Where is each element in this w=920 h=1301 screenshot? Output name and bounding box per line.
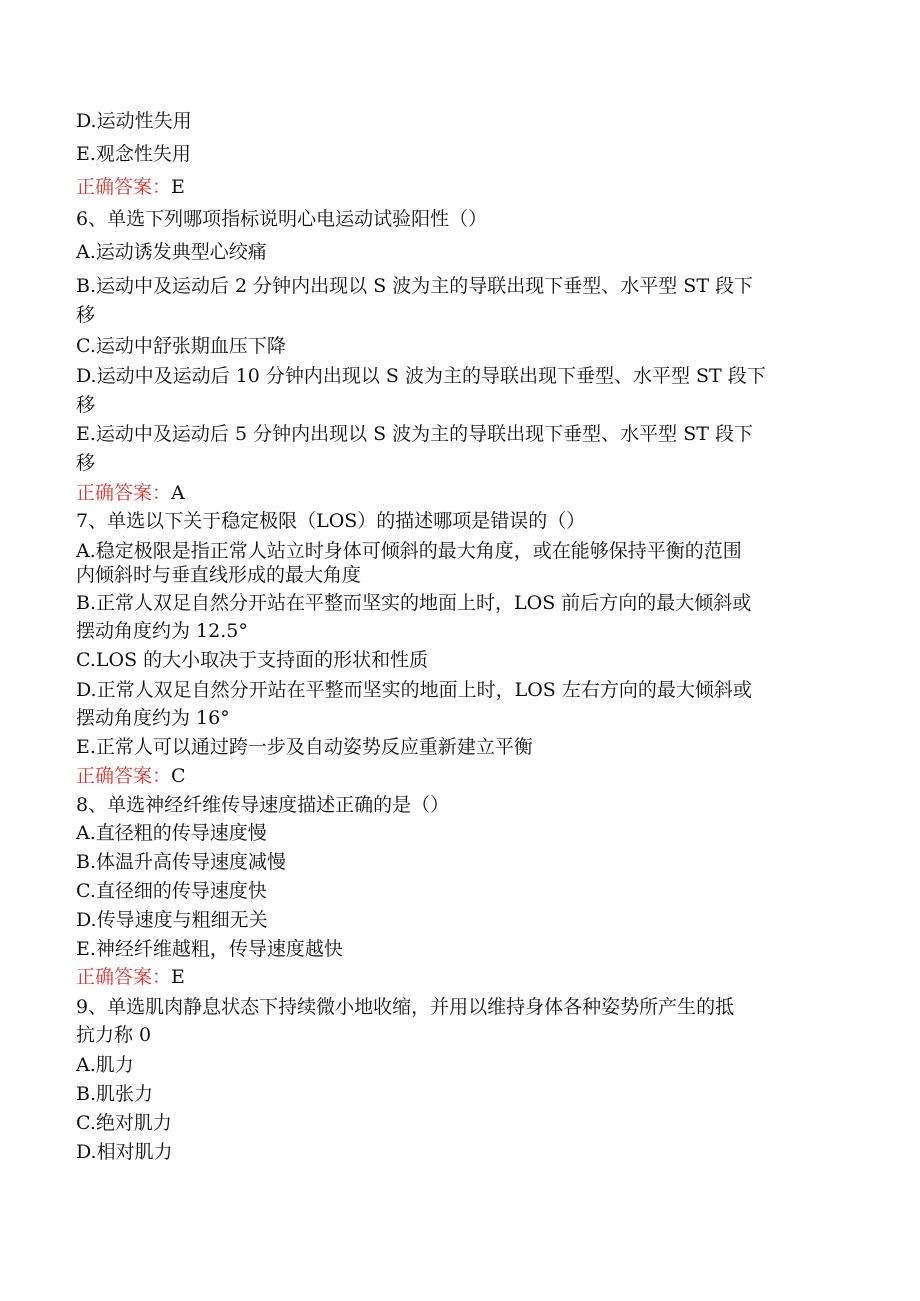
q7-option-e: E.正常人可以通过跨一步及自动姿势反应重新建立平衡 <box>76 736 533 758</box>
answer-label: 正确答案： <box>76 966 172 988</box>
q7-option-b-line1: B.正常人双足自然分开站在平整而坚实的地面上时，LOS 前后方向的最大倾斜或 <box>76 592 752 614</box>
answer-value: C <box>171 765 186 787</box>
q9-option-b: B.肌张力 <box>76 1083 154 1105</box>
q6-option-b-line2: 移 <box>76 304 96 326</box>
q7-stem: 7、单选以下关于稳定极限（LOS）的描述哪项是错误的（） <box>76 510 586 532</box>
q8-answer <box>76 963 846 992</box>
q6-stem: 6、单选下列哪项指标说明心电运动试验阳性（） <box>76 208 488 230</box>
q9-stem-line1: 9、单选肌肉静息状态下持续微小地收缩，并用以维持身体各种姿势所产生的抵 <box>76 996 735 1018</box>
q8-option-a: A.直径粗的传导速度慢 <box>76 822 267 844</box>
q7-option-d-line2: 摆动角度约为 16° <box>76 707 230 729</box>
q9-stem-line2: 抗力称 0 <box>76 1024 152 1046</box>
q9-option-c: C.绝对肌力 <box>76 1112 172 1134</box>
q6-option-e-line1: E.运动中及运动后 5 分钟内出现以 S 波为主的导联出现下垂型、水平型 ST 段下 <box>76 423 753 445</box>
q6-option-a: A.运动诱发典型心绞痛 <box>76 241 267 263</box>
q6-option-b-line1: B.运动中及运动后 2 分钟内出现以 S 波为主的导联出现下垂型、水平型 ST 段下 <box>76 275 754 297</box>
q6-answer <box>76 479 846 508</box>
q7-option-a-line1: A.稳定极限是指正常人站立时身体可倾斜的最大角度，或在能够保持平衡的范围 <box>76 540 742 562</box>
q7-option-c: C.LOS 的大小取决于支持面的形状和性质 <box>76 649 429 671</box>
answer-label: 正确答案： <box>76 765 172 787</box>
q7-answer <box>76 762 846 791</box>
q7-option-a-line2: 内倾斜时与垂直线形成的最大角度 <box>76 564 362 586</box>
q6-option-d-line1: D.运动中及运动后 10 分钟内出现以 S 波为主的导联出现下垂型、水平型 ST 段下 <box>76 365 766 387</box>
q6-option-d-line2: 移 <box>76 394 96 416</box>
answer-value: E <box>171 966 185 988</box>
q8-stem: 8、单选神经纤维传导速度描述正确的是（） <box>76 794 450 816</box>
q8-option-e: E.神经纤维越粗，传导速度越快 <box>76 938 343 960</box>
q5-option-d: D.运动性失用 <box>76 110 192 132</box>
q8-option-d: D.传导速度与粗细无关 <box>76 909 268 931</box>
q7-option-d-line1: D.正常人双足自然分开站在平整而坚实的地面上时，LOS 左右方向的最大倾斜或 <box>76 679 752 701</box>
q5-option-e: E.观念性失用 <box>76 143 191 165</box>
answer-value: E <box>171 176 185 198</box>
q9-option-a: A.肌力 <box>76 1054 134 1076</box>
q9-option-d: D.相对肌力 <box>76 1141 173 1163</box>
answer-value: A <box>171 482 185 504</box>
answer-label: 正确答案： <box>76 176 172 198</box>
q8-option-c: C.直径细的传导速度快 <box>76 880 267 902</box>
answer-label: 正确答案： <box>76 482 172 504</box>
q5-answer <box>76 173 846 202</box>
q6-option-e-line2: 移 <box>76 452 96 474</box>
q8-option-b: B.体温升高传导速度减慢 <box>76 851 287 873</box>
q6-option-c: C.运动中舒张期血压下降 <box>76 335 286 357</box>
q7-option-b-line2: 摆动角度约为 12.5° <box>76 620 248 642</box>
